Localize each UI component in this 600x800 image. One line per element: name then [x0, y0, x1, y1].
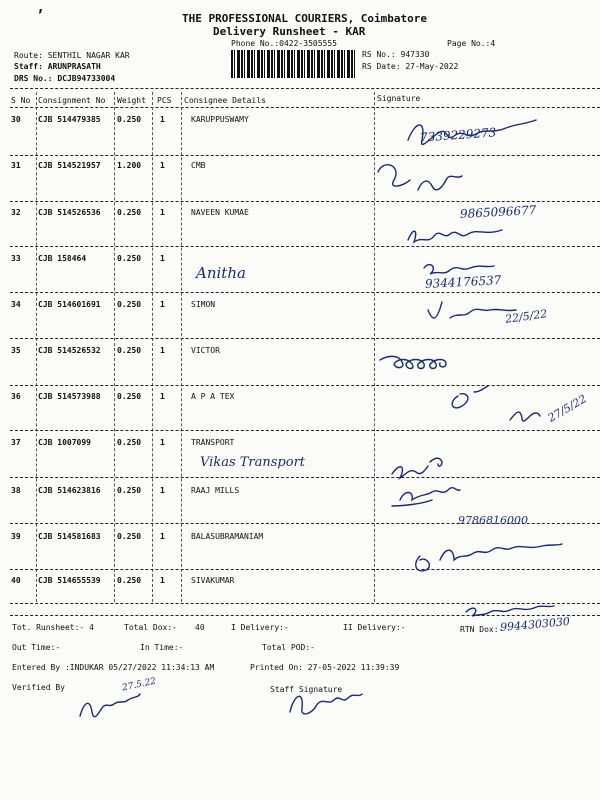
- col-signature: Signature: [377, 94, 421, 103]
- cell-sno: 30: [11, 115, 21, 124]
- row-rule: [10, 155, 600, 156]
- table-row: [0, 115, 600, 127]
- cell-pcs: 1: [160, 438, 165, 447]
- table-row: [0, 254, 600, 266]
- cell-weight: 0.250: [117, 438, 142, 447]
- table-row: [0, 161, 600, 173]
- col-consignee: Consignee Details: [184, 96, 266, 105]
- cell-consignee: CMB: [191, 161, 206, 170]
- cell-consignment: CJB 158464: [38, 254, 87, 263]
- phone-number: Phone No.:0422-3505555: [231, 39, 337, 48]
- cell-weight: 0.250: [117, 254, 142, 263]
- drs-number: DRS No.: DCJB94733004: [14, 74, 116, 83]
- handwritten-phone-40: 9944303030: [499, 614, 571, 635]
- handwritten-date-36: 27/5/22: [545, 392, 589, 425]
- corner-mark: ’: [36, 8, 45, 24]
- handwritten-phone-32: 9865096677: [459, 203, 537, 221]
- col-weight: Weight: [117, 96, 146, 105]
- verified-date: 27.5.22: [121, 676, 158, 694]
- handwritten-note-37: Vikas Transport: [200, 455, 306, 470]
- cell-consignment: CJB 514601691: [38, 300, 101, 309]
- cell-weight: 0.250: [117, 115, 142, 124]
- cell-pcs: 1: [160, 115, 165, 124]
- cell-weight: 0.250: [117, 346, 142, 355]
- total-dox-label: Total Dox:-: [124, 623, 177, 632]
- cell-sno: 34: [11, 300, 21, 309]
- cell-sno: 38: [11, 486, 21, 495]
- rs-number: RS No.: 947330: [362, 50, 430, 59]
- row-rule: [10, 385, 600, 386]
- sig-row33: [424, 265, 494, 274]
- cell-weight: 0.250: [117, 532, 142, 541]
- col-consignment: Consignment No: [38, 96, 106, 105]
- cell-consignment: CJB 514655539: [38, 576, 101, 585]
- tot-runsheet: Tot. Runsheet:- 4: [12, 623, 94, 632]
- col-pcs: PCS: [157, 96, 172, 105]
- cell-pcs: 1: [160, 486, 165, 495]
- cell-sno: 40: [11, 576, 21, 585]
- handwritten-name-33: Anitha: [196, 264, 246, 282]
- handwritten-phone-33: 9344176537: [424, 273, 502, 291]
- table-row: [0, 346, 600, 358]
- cell-pcs: 1: [160, 532, 165, 541]
- in-time: In Time:-: [140, 643, 184, 652]
- row-rule: [10, 569, 600, 570]
- cell-sno: 39: [11, 532, 21, 541]
- cell-pcs: 1: [160, 300, 165, 309]
- page-number: Page No.:4: [447, 39, 496, 48]
- sig-row35: [380, 356, 446, 368]
- cell-consignee: BALASUBRAMANIAM: [191, 532, 264, 541]
- cell-pcs: 1: [160, 208, 165, 217]
- cell-pcs: 1: [160, 161, 165, 170]
- cell-pcs: 1: [160, 254, 165, 263]
- cell-weight: 1.200: [117, 161, 142, 170]
- table-row: [0, 438, 600, 450]
- cell-consignment: CJB 514526536: [38, 208, 101, 217]
- row-rule: [10, 603, 600, 604]
- cell-sno: 32: [11, 208, 21, 217]
- row-rule: [10, 201, 600, 202]
- cell-pcs: 1: [160, 392, 165, 401]
- sig-row32: [408, 230, 502, 242]
- ii-delivery: II Delivery:-: [343, 623, 406, 632]
- total-pod: Total POD:-: [262, 643, 315, 652]
- cell-consignee: TRANSPORT: [191, 438, 235, 447]
- sig-row37: [392, 458, 442, 478]
- sig-verified: [80, 694, 140, 717]
- row-rule: [10, 246, 600, 247]
- staff: Staff: ARUNPRASATH: [14, 62, 101, 71]
- table-row: [0, 392, 600, 404]
- table-row: [0, 532, 600, 544]
- columns-rule: [10, 107, 600, 108]
- barcode: [231, 50, 357, 78]
- row-rule: [10, 477, 600, 478]
- cell-consignee: VICTOR: [191, 346, 220, 355]
- cell-consignee: SIMON: [191, 300, 216, 309]
- cell-weight: 0.250: [117, 486, 142, 495]
- cell-sno: 36: [11, 392, 21, 401]
- cell-weight: 0.250: [117, 208, 142, 217]
- table-row: [0, 576, 600, 588]
- printed-on: Printed On: 27-05-2022 11:39:39: [250, 663, 400, 672]
- cell-weight: 0.250: [117, 300, 142, 309]
- cell-pcs: 1: [160, 576, 165, 585]
- staff-signature: Staff Signature: [270, 685, 343, 694]
- sig-staff: [290, 694, 362, 714]
- cell-consignee: SIVAKUMAR: [191, 576, 235, 585]
- cell-weight: 0.250: [117, 576, 142, 585]
- row-rule: [10, 292, 600, 293]
- cell-sno: 35: [11, 346, 21, 355]
- cell-consignee: NAVEEN KUMAE: [191, 208, 249, 217]
- cell-consignee: A P A TEX: [191, 392, 235, 401]
- i-delivery: I Delivery:-: [231, 623, 289, 632]
- cell-consignee: RAAJ MILLS: [191, 486, 240, 495]
- cell-consignment: CJB 514521957: [38, 161, 101, 170]
- handwritten-phone-38: 9786816000: [458, 514, 528, 527]
- cell-sno: 33: [11, 254, 21, 263]
- table-row: [0, 486, 600, 498]
- out-time: Out Time:-: [12, 643, 61, 652]
- row-rule: [10, 338, 600, 339]
- table-row: [0, 300, 600, 312]
- cell-consignment: CJB 514573988: [38, 392, 101, 401]
- handwritten-date-34: 22/5/22: [504, 307, 549, 326]
- cell-sno: 37: [11, 438, 21, 447]
- cell-consignment: CJB 1007099: [38, 438, 91, 447]
- page-title: Delivery Runsheet - KAR: [213, 25, 366, 38]
- cell-sno: 31: [11, 161, 21, 170]
- rs-date: RS Date: 27-May-2022: [362, 62, 459, 71]
- rtn-dox: RTN Dox:-: [460, 625, 504, 634]
- cell-pcs: 1: [160, 346, 165, 355]
- company-name: THE PROFESSIONAL COURIERS, Coimbatore: [182, 12, 428, 25]
- cell-weight: 0.250: [117, 392, 142, 401]
- handwritten-phone-30: 7339229273: [419, 125, 497, 145]
- cell-consignment: CJB 514581683: [38, 532, 101, 541]
- totals-rule: [10, 615, 600, 616]
- route: Route: SENTHIL NAGAR KAR: [14, 51, 130, 60]
- entered-by: Entered By :INDUKAR 05/27/2022 11:34:13 AM: [12, 663, 215, 672]
- verified-by: Verified By: [12, 683, 65, 692]
- cell-consignment: CJB 514526532: [38, 346, 101, 355]
- cell-consignment: CJB 514479385: [38, 115, 101, 124]
- cell-consignee: KARUPPUSWAMY: [191, 115, 249, 124]
- sig-row39: [416, 544, 562, 571]
- col-sno: S No: [11, 96, 31, 105]
- row-rule: [10, 430, 600, 431]
- total-dox-value: 40: [195, 623, 205, 632]
- cell-consignment: CJB 514623816: [38, 486, 101, 495]
- header-rule: [10, 88, 600, 89]
